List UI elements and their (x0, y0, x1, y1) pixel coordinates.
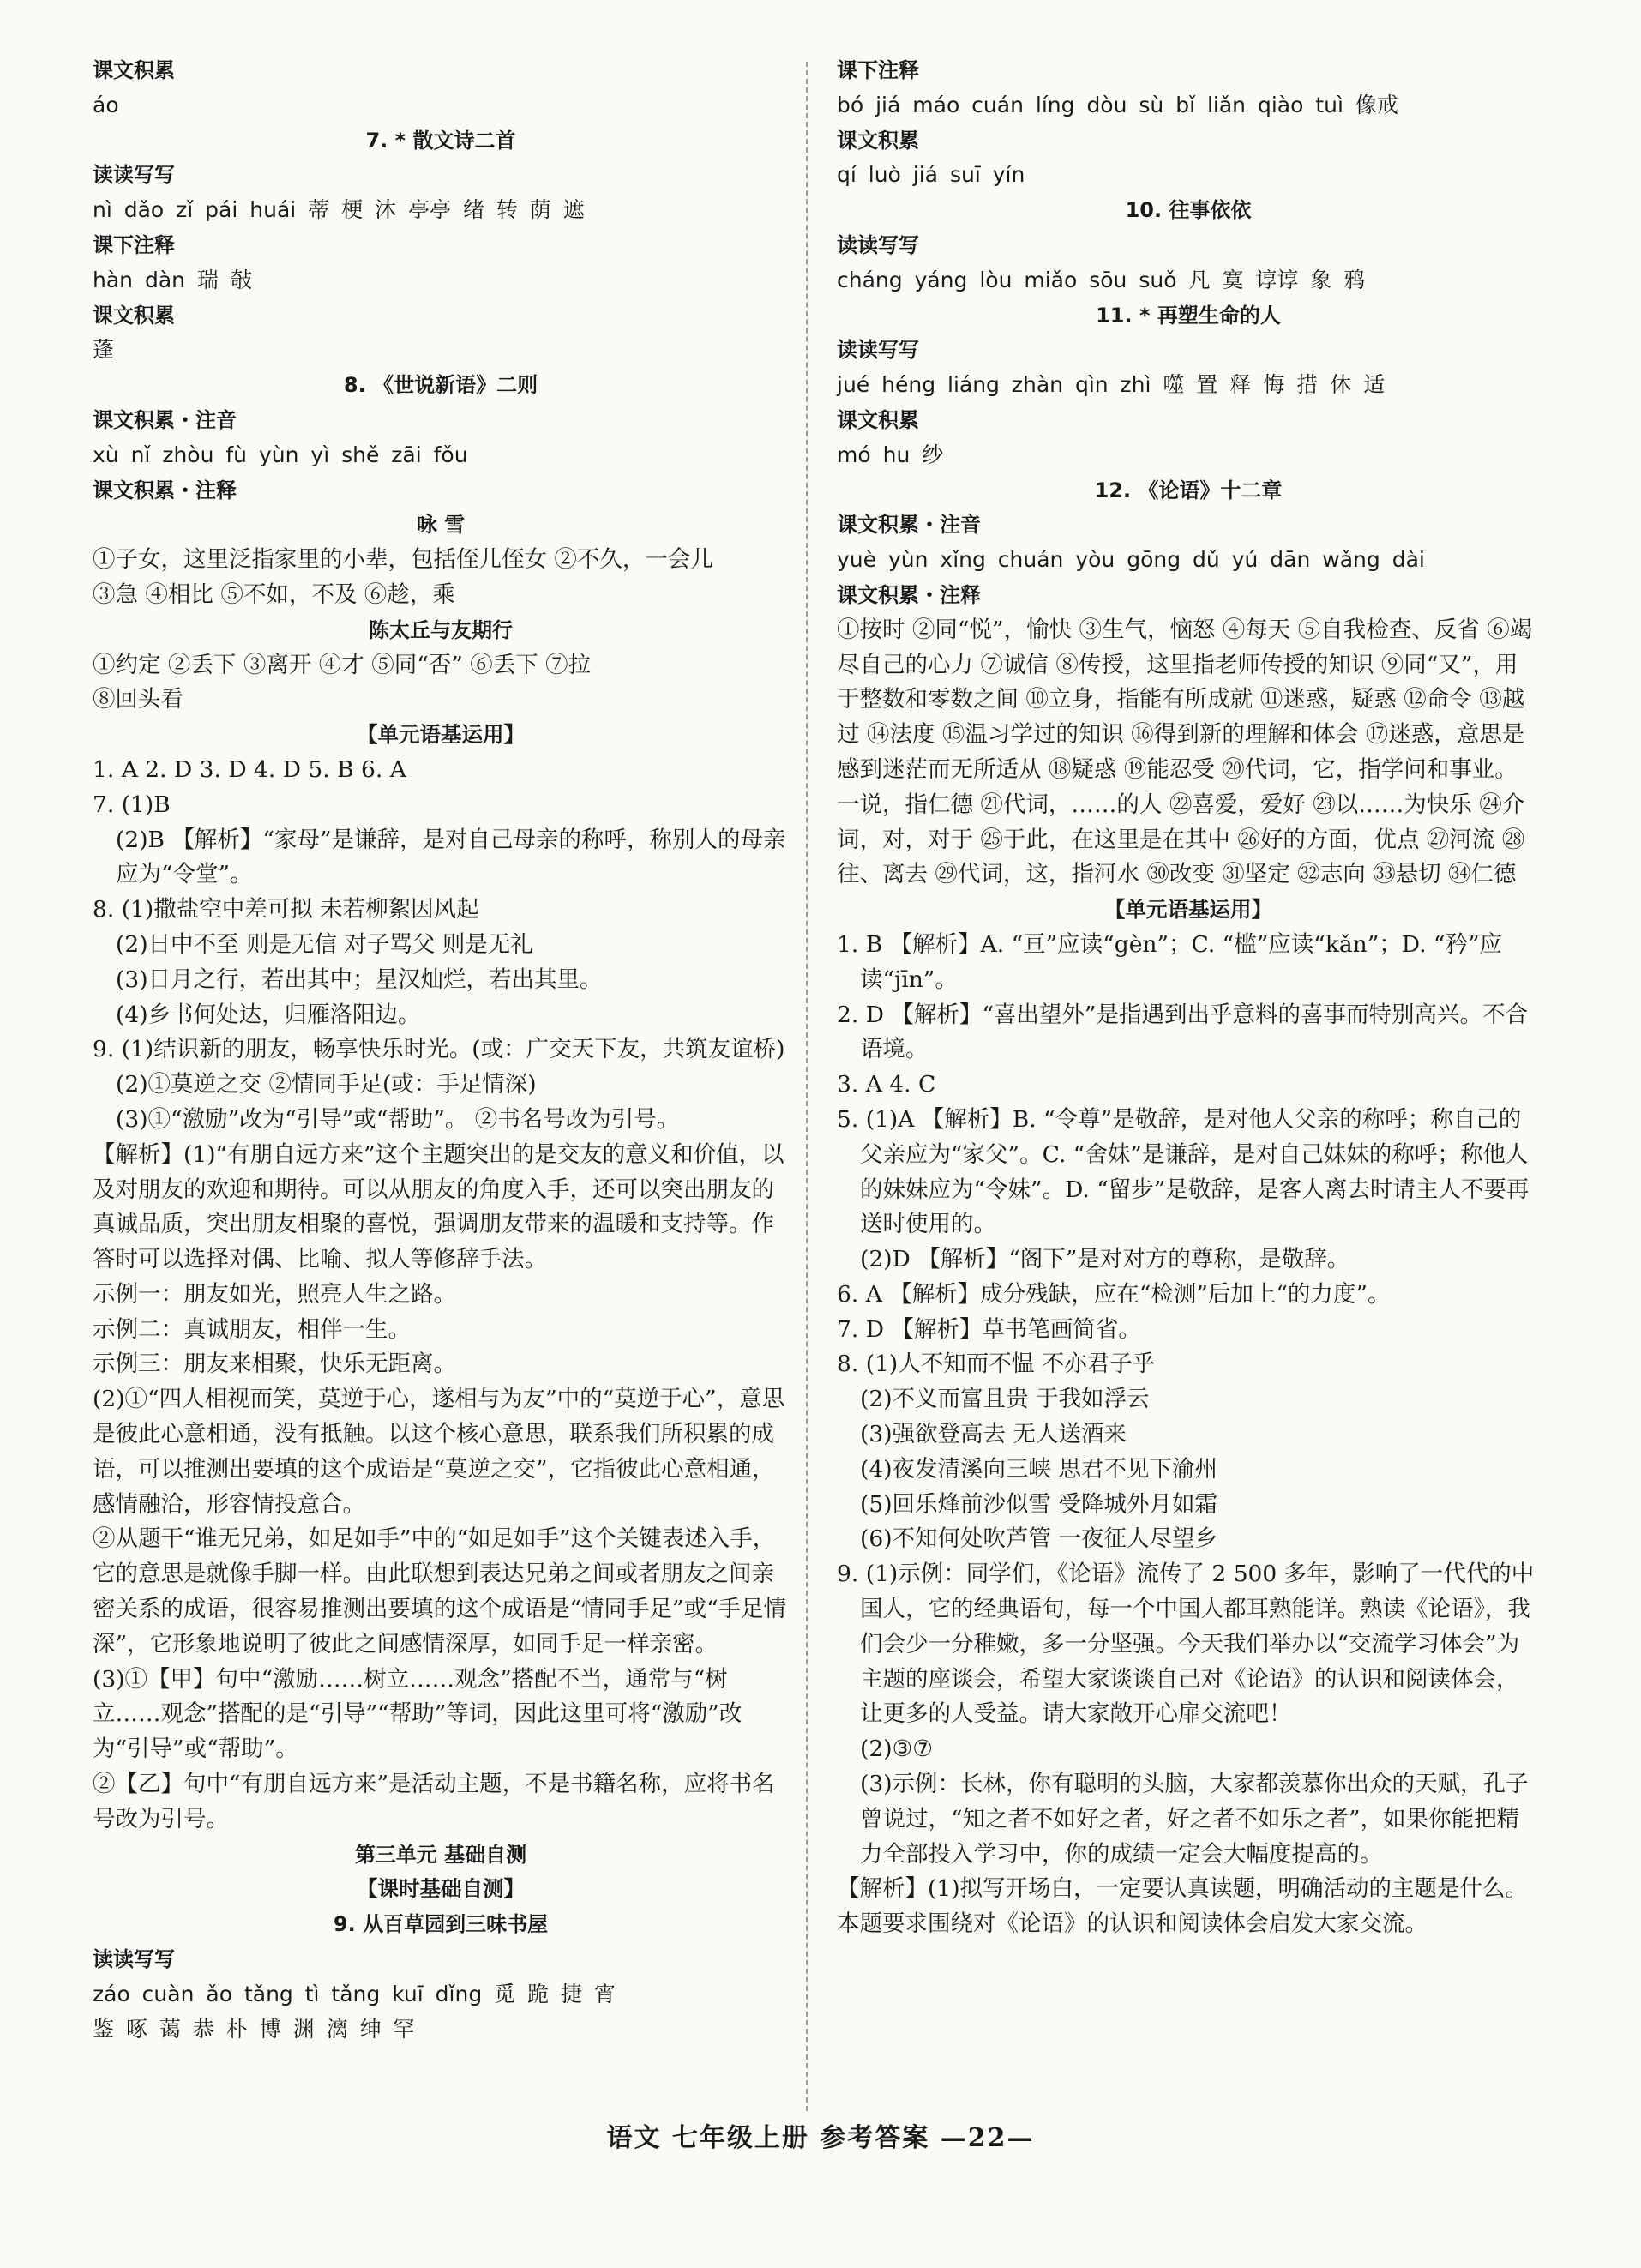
pinyin-line: xù nǐ zhòu fù yùn yì shě zāi fǒu (93, 442, 468, 467)
section-title: 10. 往事依依 (1125, 198, 1252, 223)
subsection-label: 课下注释 (93, 232, 175, 257)
section-heading: 【单元语基运用】 (1104, 897, 1272, 923)
section-title: 9. 从百草园到三味书屋 (333, 1912, 549, 1937)
text-line: ③急 ④相比 ⑤不如，不及 ⑥趁，乘 (93, 581, 455, 608)
text-line: (3)①“激励”改为“引导”或“帮助”。 ②书名号改为引号。 (116, 1105, 680, 1133)
pinyin-line: hàn dàn 瑞 敧 (93, 267, 252, 292)
pinyin-line: yuè yùn xǐng chuán yòu gōng dǔ yú dān wǎng dài (837, 547, 1425, 573)
pinyin-line: 蓬 (93, 337, 115, 363)
pinyin-line: cháng yáng lòu miǎo sōu suǒ 凡 寞 谆谆 象 鸦 (837, 267, 1366, 292)
section-heading: 【单元语基运用】 (357, 722, 525, 748)
text-line: (2)①莫逆之交 ②情同手足(或：手足情深) (116, 1071, 537, 1098)
text-line: 【解析】(1)拟写开场白，一定要认真读题，明确活动的主题是什么。本题要求围绕对《论语》的认识和阅读体会启发大家交流。 (837, 1875, 1529, 1938)
subsection-label: 课文积累 (837, 128, 919, 153)
text-line: 9. (1)结识新的朋友，畅享快乐时光。(或：广交天下友，共筑友谊桥) (93, 1036, 785, 1063)
text-line: 1. B 【解析】A. “亘”应读“gèn”；C. “槛”应读“kǎn”；D. “矜”应读“jīn”。 (837, 930, 1503, 993)
pinyin-line: 鉴 啄 蔼 恭 朴 博 渊 漓 绅 罕 (93, 2016, 415, 2042)
section-title: 11. * 再塑生命的人 (1096, 303, 1281, 328)
pinyin-line: jué héng liáng zhàn qìn zhì 噬 置 释 悔 措 休 适 (837, 372, 1386, 398)
text-line: 5. (1)A 【解析】B. “令尊”是敬辞，是对他人父亲的称呼；称自己的父亲应为“家父”。C. “舍妹”是谦辞，是对自己妹妹的称呼；称他人的妹妹应为“令妹”。D. “留步”是敬辞，是客人离去时请主人不要再送时使用的。 (837, 1105, 1530, 1238)
pinyin-line: záo cuàn ǎo tǎng tì tǎng kuī dǐng 觅 跪 捷 宵 (93, 1981, 616, 2006)
text-line: 3. A 4. C (837, 1071, 936, 1098)
right-column (837, 53, 1540, 1942)
subsection-label: 课文积累・注释 (93, 478, 237, 502)
text-line: (3)示例：长林，你有聪明的头脑，大家都羡慕你出众的天赋，孔子曾说过，“知之者不如好之者，好之者不如乐之者”，如果你能把精力全部投入学习中，你的成绩一定会大幅度提高的。 (860, 1771, 1529, 1868)
text-line: 示例二：真诚朋友，相伴一生。 (93, 1315, 411, 1343)
pinyin-line: áo (93, 92, 119, 117)
text-line: 示例三：朋友来相聚，快乐无距离。 (93, 1351, 456, 1378)
text-line: 7. (1)B (93, 791, 171, 818)
page-footer: 语文 七年级上册 参考答案 —22— (606, 2123, 1035, 2153)
text-line: (4)乡书何处达，归雁洛阳边。 (116, 1001, 421, 1028)
subsection-label: 读读写写 (837, 232, 919, 257)
text-line: ⑧回头看 (93, 686, 183, 713)
text-line: (2)③⑦ (860, 1736, 934, 1763)
text-line: 1. A 2. D 3. D 4. D 5. B 6. A (93, 755, 406, 783)
text-line: 【解析】(1)“有朋自远方来”这个主题突出的是交友的意义和价值，以及对朋友的欢迎和期待。可以从朋友的角度入手，还可以突出朋友的真诚品质，突出朋友相聚的喜悦，强调朋友带来的温暖和支持等。作答时可以选择对偶、比喻、拟人等修辞手法。 (93, 1140, 784, 1273)
section-title: 12. 《论语》十二章 (1094, 478, 1283, 502)
text-line: ②【乙】句中“有朋自远方来”是活动主题，不是书籍名称，应将书名号改为引号。 (93, 1771, 775, 1832)
pinyin-line: bó jiá máo cuán líng dòu sù bǐ liǎn qiào tuì 像戒 (837, 92, 1398, 117)
text-line: ①约定 ②丢下 ③离开 ④才 ⑤同“否” ⑥丢下 ⑦拉 (93, 651, 592, 678)
text-line: 6. A 【解析】成分残缺，应在“检测”后加上“的力度”。 (837, 1280, 1391, 1308)
text-line: 7. D 【解析】草书笔画简省。 (837, 1315, 1141, 1343)
section-title: 第三单元 基础自测 (354, 1842, 527, 1867)
text-line: (2)日中不至 则是无信 对子骂父 则是无礼 (116, 930, 533, 958)
section-title: 咏 雪 (416, 513, 466, 538)
text-line: (2)①“四人相视而笑，莫逆于心，遂相与为友”中的“莫逆于心”，意思是彼此心意相通，没有抵触。以这个核心意思，联系我们所积累的成语，可以推测出要填的这个成语是“莫逆之交”，它指彼此心意相通，感情融洽，形容情投意合。 (93, 1386, 785, 1518)
text-line: (3)日月之行，若出其中；星汉灿烂，若出其里。 (116, 966, 603, 993)
section-title: 8. 《世说新语》二则 (343, 373, 538, 398)
pinyin-line: qí luò jiá suī yín (837, 162, 1025, 188)
text-line: 8. (1)撒盐空中差可拟 未若柳絮因风起 (93, 896, 479, 923)
text-line: 8. (1)人不知而不愠 不亦君子乎 (837, 1351, 1156, 1378)
text-line: (4)夜发清溪向三峡 思君不见下渝州 (860, 1455, 1217, 1483)
text-line: (3)强欲登高去 无人送酒来 (860, 1421, 1127, 1448)
section-title: 7. * 散文诗二首 (365, 128, 516, 153)
text-line: (2)D 【解析】“阁下”是对对方的尊称，是敬辞。 (860, 1246, 1350, 1273)
text-line: 2. D 【解析】“喜出望外”是指遇到出乎意料的喜事而特别高兴。不合语境。 (837, 1001, 1528, 1063)
subsection-label: 课文积累・注音 (93, 407, 237, 432)
subsection-label: 读读写写 (93, 1947, 175, 1972)
pinyin-line: nì dǎo zǐ pái huái 蒂 梗 沐 亭亭 绪 转 荫 遮 (93, 197, 585, 223)
subsection-label: 课文积累 (93, 58, 175, 82)
left-column (93, 53, 789, 2047)
column-divider (806, 62, 808, 2111)
text-line: (5)回乐烽前沙似雪 受降城外月如霜 (860, 1490, 1217, 1518)
subsection-label: 读读写写 (93, 163, 175, 188)
text-line: ②从题干“谁无兄弟，如足如手”中的“如足如手”这个关键表述入手，它的意思是就像手脚一样。由此联想到表达兄弟之间或者朋友之间亲密关系的成语，很容易推测出要填的这个成语是“情同手足”或“手足情深”，它形象地说明了彼此之间感情深厚，如同手足一样亲密。 (93, 1525, 787, 1657)
text-line: 9. (1)示例：同学们，《论语》流传了 2 500 多年，影响了一代代的中国人，它的经典语句，每一个中国人都耳熟能详。熟读《论语》，我们会少一分稚嫩，多一分坚强。今天我们举办以“交流学习体会”为主题的座谈会，希望大家谈谈自己对《论语》的认识和阅读体会，让更多的人受益。请大家敞开心扉交流吧！ (837, 1561, 1535, 1728)
section-heading: 【课时基础自测】 (357, 1876, 525, 1902)
pinyin-line: mó hu 纱 (837, 442, 944, 467)
text-line: (6)不知何处吹芦管 一夜征人尽望乡 (860, 1525, 1217, 1553)
subsection-label: 读读写写 (837, 338, 919, 363)
text-line: (2)不义而富且贵 于我如浮云 (860, 1386, 1150, 1413)
text-line: (3)①【甲】句中“激励……树立……观念”搭配不当，通常与“树立……观念”搭配的是“引导”“帮助”等词，因此这里可将“激励”改为“引导”或“帮助”。 (93, 1665, 742, 1763)
text-line: ①子女，这里泛指家里的小辈，包括侄儿侄女 ②不久，一会儿 (93, 546, 713, 574)
subsection-label: 课文积累 (837, 407, 919, 432)
subsection-label: 课文积累・注释 (837, 582, 981, 607)
text-line: (2)B 【解析】“家母”是谦辞，是对自己母亲的称呼，称别人的母亲应为“令堂”。 (116, 826, 786, 888)
subsection-label: 课下注释 (837, 58, 919, 82)
text-line: ①按时 ②同“悦”，愉快 ③生气，恼怒 ④每天 ⑤自我检查、反省 ⑥竭尽自己的心力 ⑦诚信 ⑧传授，这里指老师传授的知识 ⑨同“又”，用于整数和零数之间 ⑩立身，指能有所成就 ⑪迷惑，疑惑 ⑫命令 ⑬越过 ⑭法度 ⑮温习学过的知识 ⑯得到新的理解和体会 ⑰迷惑，意思是感到迷茫而无所适从 ⑱疑惑 ⑲能忍受 ⑳代词，它，指学问和事业。一说，指仁德 ㉑代词，……的人 ㉒喜爱，爱好 ㉓以……为快乐 ㉔介词，对，对于 ㉕于此，在这里是在其中 ㉖好的方面，优点 ㉗河流 ㉘往、离去 ㉙代词，这，指河水 ㉚改变 ㉛坚定 ㉜志向 ㉝悬切 ㉞仁德 (837, 616, 1533, 888)
text-line: 示例一：朋友如光，照亮人生之路。 (93, 1280, 456, 1308)
subsection-label: 课文积累 (93, 303, 175, 328)
section-title: 陈太丘与友期行 (369, 617, 513, 642)
subsection-label: 课文积累・注音 (837, 513, 981, 538)
